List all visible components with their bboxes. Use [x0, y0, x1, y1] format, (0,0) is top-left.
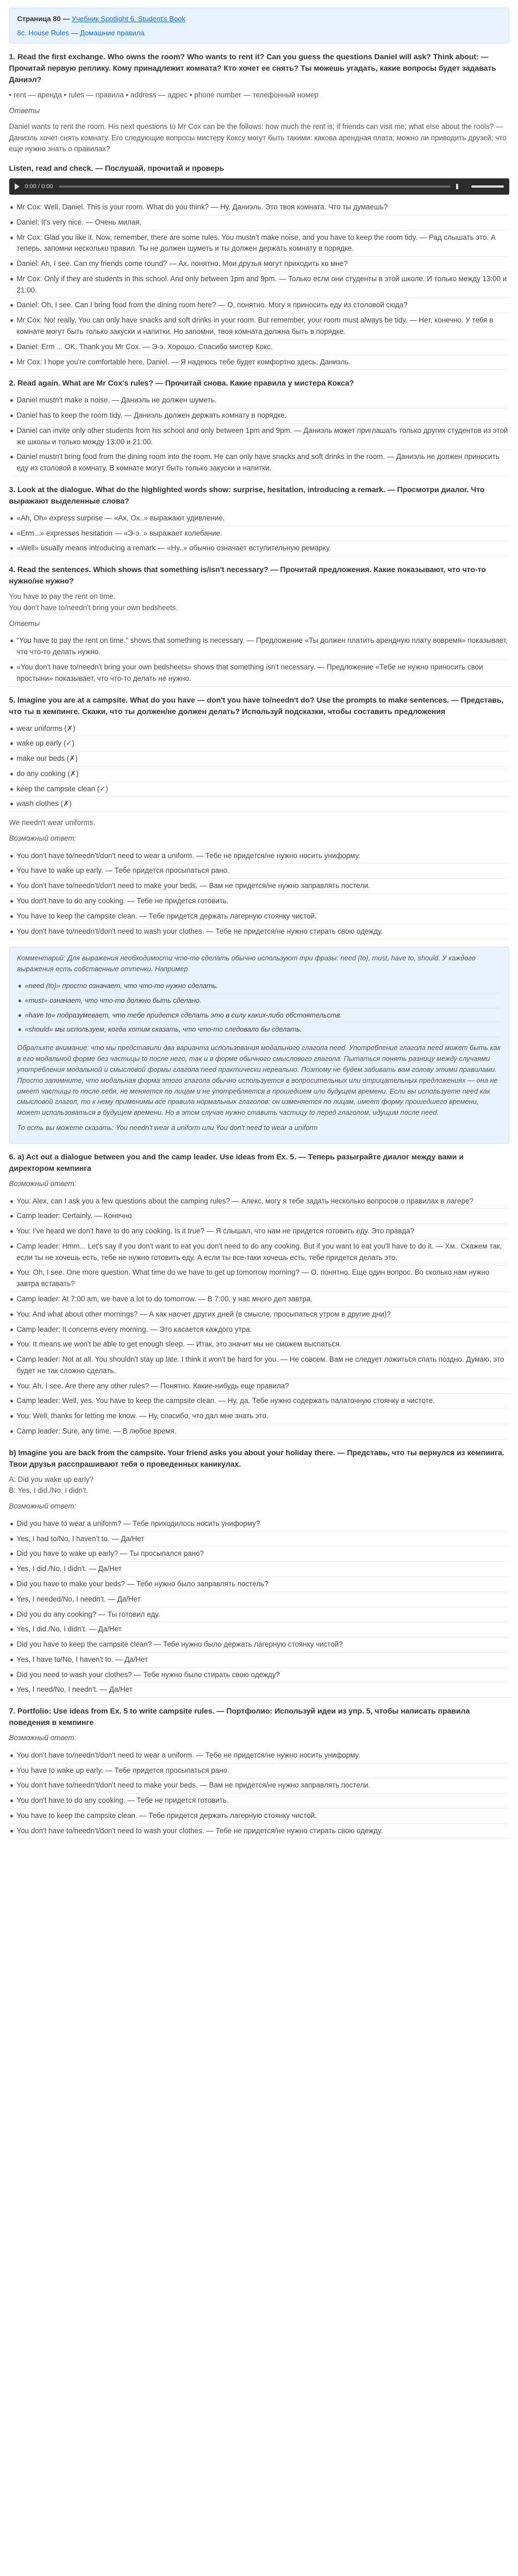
list-item: You: And what about other mornings? — А как насчет других дней (в смысле, просыпаться утром в другие дни)?	[9, 1307, 509, 1323]
list-item: You don't have to/needn't/don't need to wear a uniform. — Тебе не придется/не нужно носить униформу.	[9, 849, 509, 864]
list-item: "You have to pay the rent on time." shows that something is necessary. — Предложение «Ты должен платить арендную плату вовремя» показывает, что что-то делать нужно.	[9, 634, 509, 660]
list-item: Camp leader: At 7:00 am, we have a lot to do tomorrow. — В 7:00, у нас много дел завтра.	[9, 1292, 509, 1307]
list-item: Mr Cox: Well, Daniel. This is your room. What do you think? — Ну, Даниэль. Это твоя комната. Что ты думаешь?	[9, 200, 509, 215]
exercise-6a-question: 6. a) Act out a dialogue between you and the camp leader. Use ideas from Ex. 5. — Теперь разыграйте диалог между вами и директором кемпинга	[9, 1152, 464, 1172]
book-link[interactable]: Учебник Spotlight 6. Student's Book	[71, 15, 185, 23]
volume-slider[interactable]	[471, 185, 504, 188]
list-item: Did you do any cooking? — Ты готовил еду.	[9, 1607, 509, 1623]
unit-label: 8c. House Rules	[17, 29, 69, 38]
list-item: Daniel mustn't bring food from the dining room into the room. He can only have snacks and soft drinks in the room. — Даниэль не должен приносить еду из столовой в комнату. В комнате могут быть только закуски и напитки.	[9, 450, 509, 476]
list-item: Yes, I need/No, I needn't. — Да/Нет	[9, 1683, 509, 1698]
list-item: Did you have to keep the campsite clean? — Тебе нужно было держать лагерную стоянку чистой?	[9, 1637, 509, 1653]
list-item: Camp leader: Sure, any time. — В любое время.	[9, 1424, 509, 1439]
comment-box	[9, 947, 509, 1144]
exercise-6a-dialogue	[9, 1194, 509, 1439]
list-item: You don't have to/needn't/don't need to wash your clothes. — Тебе не придется/не нужно стирать свою одежду.	[9, 924, 509, 940]
exercise-6b-example: A: Did you wake up early?	[9, 1475, 94, 1483]
list-item: Mr Cox: I hope you're comfortable here, Daniel. — Я надеюсь тебе будет комфортно здесь, Даниэль.	[9, 355, 509, 370]
list-item: Daniel: Ah, I see. Can my friends come round? — Ах, понятно. Мои друзья могут приходить ко мне?	[9, 257, 509, 272]
exercise-4-answers-label: Ответы	[9, 619, 40, 628]
list-item: You have to wake up early. — Тебе придется просыпаться рано.	[9, 864, 509, 879]
list-item: You: Ah, I see. Are there any other rules? — Понятно. Какие-нибудь еще правила?	[9, 1379, 509, 1394]
list-item: Yes, I did./No, I didn't. — Да/Нет	[9, 1562, 509, 1577]
list-item: «need (to)» просто означает, что что-то нужно сделать.	[17, 979, 501, 994]
list-item: «Erm...» expresses hesitation — «Э-э..» выражает колебание.	[9, 526, 509, 542]
exercise-5-possible-label: Возможный ответ:	[9, 834, 77, 842]
list-item: wear uniforms (✗)	[9, 722, 509, 737]
list-item: Camp leader: Certainly. — Конечно	[9, 1209, 509, 1224]
exercise-5-example: We needn't wear uniforms.	[9, 818, 96, 827]
list-item: Daniel: It's very nice. — Очень милая.	[9, 215, 509, 231]
list-item: make our beds (✗)	[9, 752, 509, 767]
page-label: Страница 80 —	[17, 15, 70, 23]
play-icon[interactable]	[15, 183, 20, 190]
list-item: You: Oh, I see. One more question. What time do we have to get up tomorrow morning? — О, понятно. Еще один вопрос. Во сколько нам нужно завтра вставать?	[9, 1265, 509, 1292]
list-item: «Well» usually means introducing a remark — «Ну..» обычно означает вступительную ремарку.	[9, 541, 509, 556]
list-item: You don't have to do any cooking. — Тебе не придется готовить.	[9, 1793, 509, 1809]
list-item: Mr Cox: Only if they are students in this school. And only between 1pm and 9pm. — Только если они студенты в этой школе. И только между 13:00 и 21:00.	[9, 272, 509, 299]
listen-title: Listen, read and check. — Послушай, прочитай и проверь	[9, 164, 224, 173]
list-item: «should» мы используем, когда хотим сказать, что что-то следовало бы сделать.	[17, 1022, 501, 1037]
list-item: Camp leader: It concerns every morning. — Это касается каждого утра.	[9, 1323, 509, 1338]
unit-topic: Домашние правила	[80, 29, 145, 38]
exercise-6b-possible-label: Возможный ответ:	[9, 1502, 77, 1511]
list-item: Daniel mustn't make a noise. — Даниэль не должен шуметь.	[9, 393, 509, 408]
list-item: You don't have to do any cooking. — Тебе не придется готовить.	[9, 894, 509, 909]
exercise-6b-question: b) Imagine you are back from the campsite. Your friend asks you about your holiday there. — Представь, что ты вернулся из кемпинга. Твои друзья расспрашивают тебя о проведенных каникулах.	[9, 1448, 504, 1468]
unit-sep: —	[68, 29, 80, 38]
list-item: You: I've heard we don't have to do any cooking. Is it true? — Я слышал, что нам не придется готовить еду. Это правда?	[9, 1224, 509, 1239]
list-item: do any cooking (✗)	[9, 767, 509, 782]
unit-line	[17, 28, 501, 39]
list-item: Camp leader: Not at all. You shouldn't stay up late. I think it won't be hard for you. — Не совсем. Вам не следует ложиться спать поздно. Думаю, это будет не так сложно сделать.	[9, 1352, 509, 1379]
comment-list	[17, 979, 501, 1037]
list-item: Daniel has to keep the room tidy. — Даниэль должен держать комнату в порядке.	[9, 408, 509, 424]
exercise-6a-possible-label: Возможный ответ:	[9, 1179, 77, 1188]
list-item: Camp leader: Hmm... Let's say if you don't want to eat you don't need to do any cooking. But if you want to eat you'll have to do it. — Хм.. Скажем так, если ты не хочешь есть, тебе не нужно готовить еду. А если ты все-таки хочешь есть, тебе придется делать это.	[9, 1239, 509, 1266]
list-item: You have to wake up early. — Тебе придется просыпаться рано.	[9, 1764, 509, 1779]
audio-time: 0:00 / 0:00	[24, 183, 53, 190]
exercise-1-question: 1. Read the first exchange. Who owns the room? Who wants to rent it? Can you guess the questions Daniel will ask? Think about: — Прочитай первую реплику. Кому принадлежит комната? Кто хочет ее снять? Ты можешь угадать, какие вопросы будет задавать Даниэл?	[9, 52, 496, 84]
exercise-4-question: 4. Read the sentences. Which shows that something is/isn't necessary? — Прочитай предложения. Какие показывают, что что-то нужно/не нужно?	[9, 565, 486, 586]
exercise-1-answers-label: Ответы	[9, 107, 40, 115]
list-item: Yes, I did./No, I didn't. — Да/Нет	[9, 1622, 509, 1637]
list-item: Daniel: Erm ... OK. Thank you Mr Cox. — Э-э. Хорошо. Спасибо мистер Кокс.	[9, 340, 509, 355]
list-item: You: It means we won't be able to get enough sleep. — Итак, это значит мы не сможем выспаться.	[9, 1337, 509, 1352]
exercise-4-list	[9, 634, 509, 686]
exercise-7-list	[9, 1748, 509, 1839]
list-item: «You don't have to/needn't bring your own bedsheets» shows that something isn't necessary. — Предложение «Тебе не нужно приносить свои простыни» показывает, что что-то делать не нужно.	[9, 660, 509, 687]
exercise-5-prompts	[9, 722, 509, 812]
list-item: You don't have to/needn't/don't need to make your beds. — Вам не придется/не нужно заправлять постели.	[9, 879, 509, 894]
exercise-7-possible-label: Возможный ответ:	[9, 1734, 77, 1742]
list-item: Did you have to wear a uniform? — Тебе приходилось носить униформу?	[9, 1517, 509, 1532]
exercise-5-question: 5. Imagine you are at a campsite. What do you have — don't you have to/needn't do? Use the prompts to make sentences. — Представь, что ты в кемпинге. Скажи, что ты должен/не должен делать? Используй подсказки, чтобы составить предложения	[9, 695, 504, 716]
list-item: Camp leader: Well, yes. You have to keep the campsite clean. — Ну, да. Тебе нужно содержать палаточную стоянку в чистоте.	[9, 1394, 509, 1409]
list-item: Did you have to wake up early? — Ты просыпался рано?	[9, 1547, 509, 1562]
exercise-3-question: 3. Look at the dialogue. What do the highlighted words show: surprise, hesitation, introducing a remark. — Просмотри диалог. Что выражают выделенные слова?	[9, 485, 485, 505]
exercise-2-question: 2. Read again. What are Mr Cox's rules? — Прочитай снова. Какие правила у мистера Кокса?	[9, 378, 354, 388]
list-item: keep the campsite clean (✓)	[9, 782, 509, 797]
exercise-1-vocab: • rent — аренда • rules — правила • address — адрес • phone number — телефонный номер	[9, 91, 319, 100]
audio-progress-bar[interactable]	[59, 185, 451, 188]
list-item: You don't have to/needn't/don't need to wash your clothes. — Тебе не придется/не нужно стирать свою одежду.	[9, 1824, 509, 1839]
exercise-3-list	[9, 511, 509, 556]
list-item: You don't have to/needn't/don't need to make your beds. — Вам не придется/не нужно заправлять постели.	[9, 1778, 509, 1793]
list-item: wash clothes (✗)	[9, 797, 509, 812]
list-item: Yes, I have to/No, I haven't to. — Да/Нет	[9, 1653, 509, 1668]
list-item: Yes, I had to/No, I haven't to. — Да/Нет	[9, 1532, 509, 1547]
volume-icon[interactable]	[456, 184, 466, 189]
exercise-6b-list	[9, 1517, 509, 1698]
list-item: You have to keep the campsite clean. — Тебе придется держать лагерную стоянку чистой.	[9, 909, 509, 924]
list-item: Did you need to wash your clothes? — Тебе нужно было стирать свою одежду?	[9, 1668, 509, 1683]
list-item: Did you have to make your beds? — Тебе нужно было заправлять постель?	[9, 1577, 509, 1592]
list-item: You: Well, thanks for letting me know. — Ну, спасибо, что дал мне знать это.	[9, 1409, 509, 1424]
listen-dialogue	[9, 200, 509, 370]
exercise-2-list	[9, 393, 509, 476]
exercise-6b-example: B: Yes, I did./No, I didn't.	[9, 1486, 88, 1495]
list-item: You: Alex, can I ask you a few questions about the camping rules? — Алекс, могу я тебе задать несколько вопросов о правилах в лагере?	[9, 1194, 509, 1209]
comment-intro: Комментарий: Для выражения необходимости что-то сделать обычно используют три фразы: need (to), must, have to, should. У каждого выражения есть собственные оттенки. Например	[17, 954, 476, 973]
comment-outro: То есть вы можете сказать: You needn't wear a uniform или You don't need to wear a uniform	[17, 1123, 318, 1132]
page	[9, 0, 509, 1857]
list-item: wake up early (✓)	[9, 736, 509, 752]
list-item: «Ah, Oh» express surprise — «Ах, Ох..» выражают удивление.	[9, 511, 509, 526]
list-item: Yes, I needed/No, I needn't. — Да/Нет	[9, 1592, 509, 1607]
header-box	[9, 8, 509, 44]
list-item: «must» означает, что что-то должно быть сделано.	[17, 994, 501, 1008]
audio-player[interactable]	[9, 178, 509, 195]
list-item: Mr Cox: Glad you like it. Now, remember, there are some rules. You mustn't make noise, and you have to keep the room tidy. — Рад слышать это. А теперь, запомни несколько правил. Ты не должен шуметь и ты должен держать комнату в порядке.	[9, 231, 509, 257]
list-item: You have to keep the campsite clean. — Тебе придется держать лагерную стоянку чистой.	[9, 1809, 509, 1824]
list-item: You don't have to/needn't/don't need to wear a uniform. — Тебе не придется/не нужно носить униформу.	[9, 1748, 509, 1764]
exercise-4-line: You have to pay the rent on time.	[9, 592, 116, 601]
list-item: Mr Cox: No! really. You can only have snacks and soft drinks in your room. But remember, your room must always be tidy. — Нет, конечно. У тебя в комнате могут быть только закуски и напитки. Но запомни, твоя комната должна быть в порядке.	[9, 313, 509, 340]
list-item: Daniel: Oh, I see. Can I bring food from the dining room here? — О, понятно. Могу я приносить еду из столовой сюда?	[9, 298, 509, 313]
list-item: Daniel can invite only other students from his school and only between 1pm and 9pm. — Даниэль может приглашать только других студентов из этой же школы и только между 13:00 и 21:00.	[9, 424, 509, 450]
exercise-4-line: You don't have to/needn't bring your own bedsheets.	[9, 603, 178, 612]
breadcrumb	[17, 14, 501, 24]
comment-paragraph: Обратите внимание: что мы представили два варианта использования модального глагола need. Употребление глагола need может быть как в его модальной форме без частицы to после него, так и в форме обычного смыслового глагола. Пытаться понять разницу между случаями употребления модальной и смысловой формы глагола need практически нереально. Поэтому не будем забивать вам голову этими правилами. Просто запомните, что модальная форма этого глагола обычно используется в вопросительных или отрицательных предложениях — она не имеет частицы to после себя, не меняется по лицам и не употребляется в прошедшем или будущем времени. Если вы используете need как смысловой глагол, то к нему применимы все правила нормальных глаголов: он изменяется по лицам, имеет форму прошедшего времени, может использоваться в будущем времени. Но в этом случае нужно ставить частицу to перед глаголом, идущим после need.	[17, 1044, 501, 1117]
exercise-7-question: 7. Portfolio: Use ideas from Ex. 5 to write campsite rules. — Портфолио: Используй идеи из упр. 5, чтобы написать правила поведения в кемпинге	[9, 1706, 470, 1727]
list-item: «have to» подразумевает, что тебе придется сделать это в силу каких-либо обстоятельств.	[17, 1008, 501, 1023]
exercise-1-answer: Daniel wants to rent the room. His next questions to Mr Cox can be the follows: how much the rent is; if friends can visit me; what else about the rools? — Даниэль хочет снять комнату. Его следующие вопросы мистеру Коксу могут быть такими: какова арендная плата; можно ли приводить друзей; что еще нужно знать о правилах?	[9, 122, 507, 153]
exercise-5-list	[9, 849, 509, 940]
